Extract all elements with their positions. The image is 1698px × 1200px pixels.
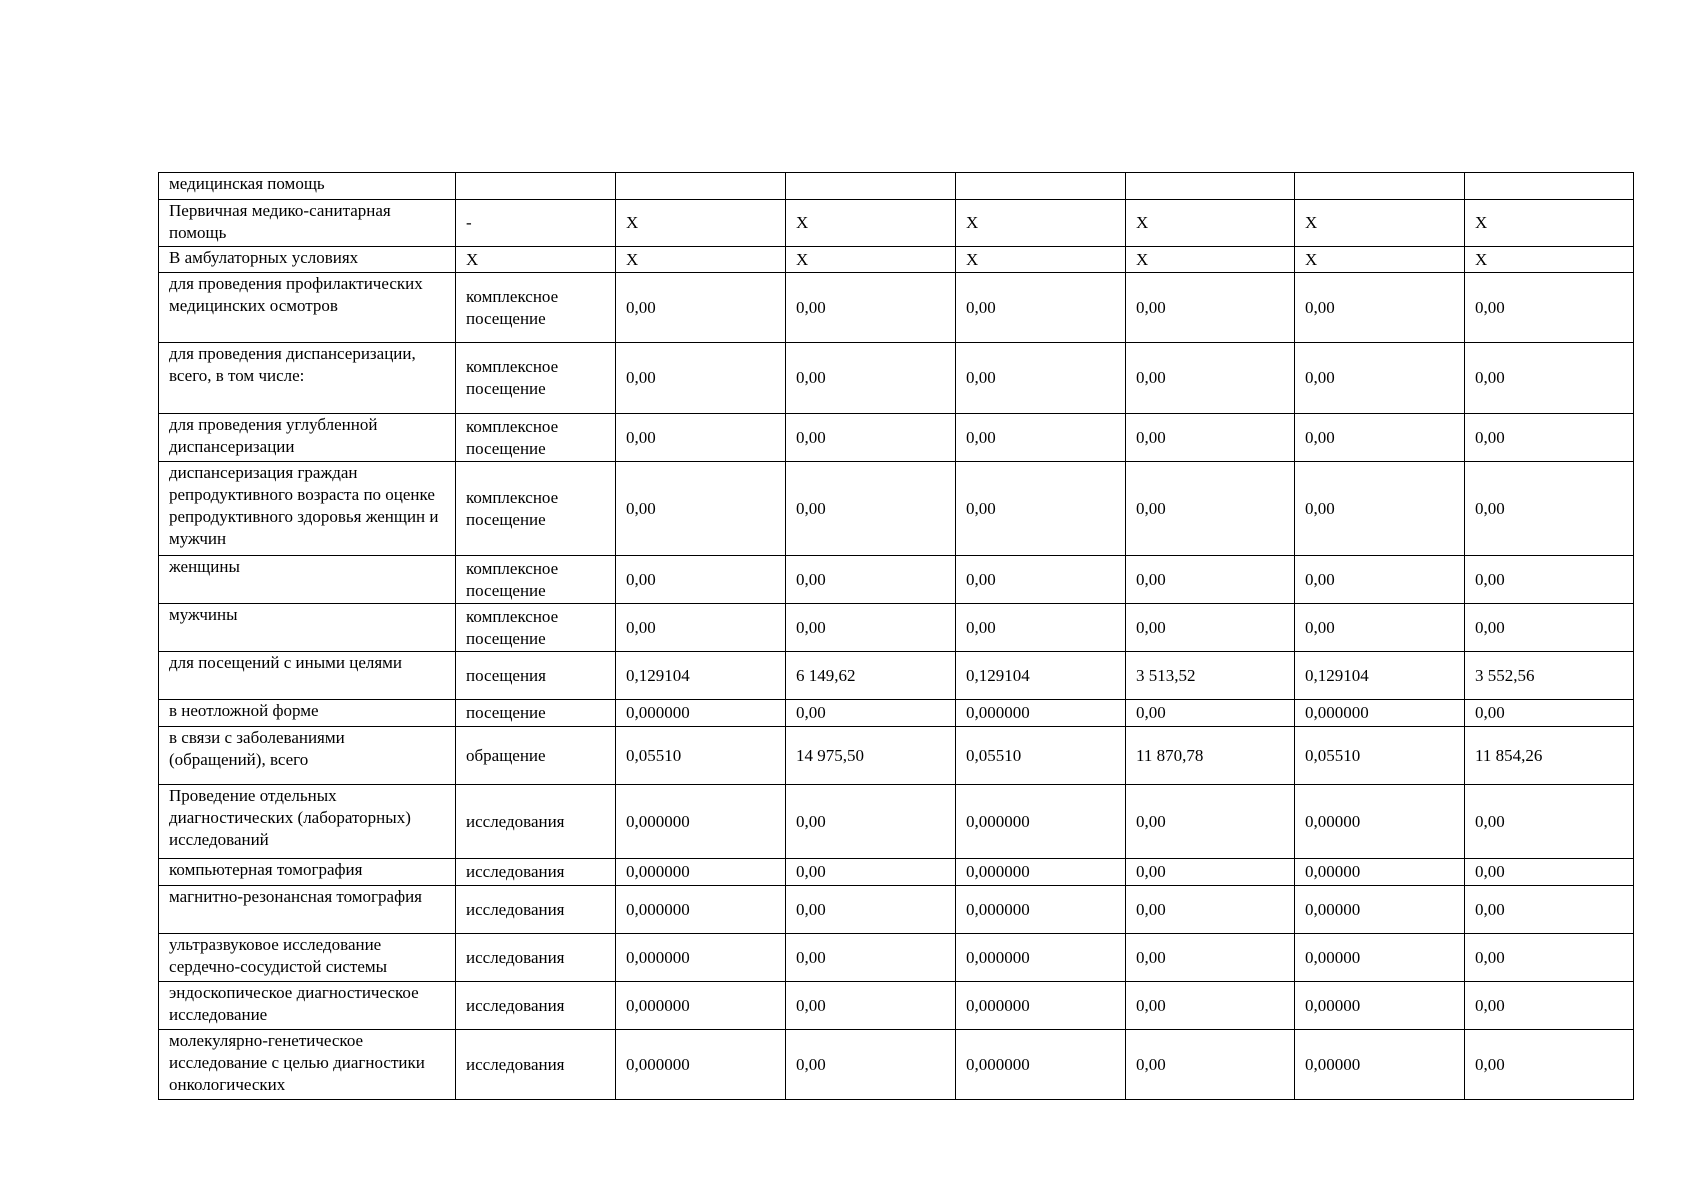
row-value-cell: 0,00 xyxy=(786,556,956,604)
row-value-cell: 0,00 xyxy=(786,414,956,462)
row-name-cell: компьютерная томография xyxy=(159,859,456,886)
row-value-cell: 0,00 xyxy=(956,604,1126,652)
row-value-cell: Х xyxy=(1465,247,1634,273)
table-row xyxy=(159,1030,1634,1100)
row-value-cell: 11 870,78 xyxy=(1126,727,1295,785)
row-value-cell: 0,00 xyxy=(616,414,786,462)
row-value-cell xyxy=(1295,173,1465,200)
row-value-cell: 0,00 xyxy=(1126,1030,1295,1100)
row-value-cell: 0,00 xyxy=(1126,785,1295,859)
row-value-cell: 0,00 xyxy=(1465,859,1634,886)
table-row xyxy=(159,886,1634,934)
table-row xyxy=(159,934,1634,982)
table-row xyxy=(159,604,1634,652)
row-value-cell: 0,000000 xyxy=(956,934,1126,982)
row-unit-cell: комплексное посещение xyxy=(456,343,616,414)
row-value-cell: 0,00000 xyxy=(1295,785,1465,859)
table-row xyxy=(159,273,1634,343)
row-unit-cell: комплексное посещение xyxy=(456,556,616,604)
row-value-cell: 0,000000 xyxy=(956,859,1126,886)
data-table xyxy=(158,172,1634,1100)
row-unit-cell: исследования xyxy=(456,1030,616,1100)
row-value-cell: 0,000000 xyxy=(956,700,1126,727)
row-name-cell: для посещений с иными целями xyxy=(159,652,456,700)
row-name-cell: молекулярно-генетическое исследование с целью диагностики онкологических xyxy=(159,1030,456,1100)
row-value-cell: 0,00000 xyxy=(1295,1030,1465,1100)
table-row xyxy=(159,200,1634,247)
row-value-cell: 0,00 xyxy=(786,785,956,859)
row-value-cell: 0,00 xyxy=(1126,886,1295,934)
row-value-cell: 0,00 xyxy=(1126,700,1295,727)
row-value-cell: 0,000000 xyxy=(616,785,786,859)
row-value-cell: 0,00 xyxy=(616,343,786,414)
row-value-cell: 0,00 xyxy=(1465,785,1634,859)
row-value-cell: Х xyxy=(956,200,1126,247)
row-unit-cell: комплексное посещение xyxy=(456,462,616,556)
row-value-cell: 0,00 xyxy=(1126,343,1295,414)
row-value-cell: 0,00 xyxy=(1465,1030,1634,1100)
row-value-cell: 0,00 xyxy=(1126,982,1295,1030)
row-name-cell: Первичная медико-санитарная помощь xyxy=(159,200,456,247)
row-value-cell: 0,00 xyxy=(616,556,786,604)
row-value-cell: 0,00 xyxy=(786,1030,956,1100)
row-value-cell: 0,00 xyxy=(956,343,1126,414)
row-value-cell: Х xyxy=(616,200,786,247)
row-unit-cell: обращение xyxy=(456,727,616,785)
row-value-cell: 11 854,26 xyxy=(1465,727,1634,785)
row-unit-cell: посещения xyxy=(456,652,616,700)
row-name-cell: в связи с заболеваниями (обращений), всего xyxy=(159,727,456,785)
row-value-cell: 0,000000 xyxy=(956,886,1126,934)
row-value-cell: 0,00 xyxy=(956,273,1126,343)
row-value-cell: 0,00 xyxy=(786,462,956,556)
row-value-cell: 0,00 xyxy=(616,273,786,343)
row-value-cell: 0,00 xyxy=(1465,462,1634,556)
row-value-cell: 0,00 xyxy=(1465,343,1634,414)
row-value-cell: 0,00 xyxy=(1465,604,1634,652)
row-value-cell: 6 149,62 xyxy=(786,652,956,700)
row-value-cell: 0,00 xyxy=(786,604,956,652)
row-value-cell xyxy=(1465,173,1634,200)
row-name-cell: ультразвуковое исследование сердечно-сосудистой системы xyxy=(159,934,456,982)
row-value-cell: 0,05510 xyxy=(616,727,786,785)
row-value-cell: 0,00 xyxy=(786,700,956,727)
row-name-cell: для проведения диспансеризации, всего, в том числе: xyxy=(159,343,456,414)
table-body xyxy=(159,173,1634,1100)
table-row xyxy=(159,785,1634,859)
row-name-cell: магнитно-резонансная томография xyxy=(159,886,456,934)
row-value-cell: 0,000000 xyxy=(956,785,1126,859)
row-value-cell: Х xyxy=(1126,200,1295,247)
table-row xyxy=(159,173,1634,200)
row-value-cell: 0,00 xyxy=(786,343,956,414)
row-value-cell xyxy=(1126,173,1295,200)
row-value-cell xyxy=(786,173,956,200)
row-unit-cell: комплексное посещение xyxy=(456,273,616,343)
row-value-cell: 0,00 xyxy=(616,604,786,652)
row-value-cell: 0,00 xyxy=(1126,859,1295,886)
row-value-cell: 0,00 xyxy=(956,556,1126,604)
row-unit-cell: исследования xyxy=(456,886,616,934)
row-value-cell: 0,00 xyxy=(1465,556,1634,604)
row-value-cell: 0,00 xyxy=(1465,273,1634,343)
row-value-cell: 0,00 xyxy=(1126,273,1295,343)
row-value-cell: 3 552,56 xyxy=(1465,652,1634,700)
row-value-cell: 0,129104 xyxy=(616,652,786,700)
row-unit-cell: исследования xyxy=(456,982,616,1030)
row-value-cell: 0,05510 xyxy=(1295,727,1465,785)
row-value-cell: 0,129104 xyxy=(956,652,1126,700)
row-value-cell: 0,00 xyxy=(1295,414,1465,462)
row-value-cell: Х xyxy=(1295,247,1465,273)
table-row xyxy=(159,982,1634,1030)
row-name-cell: эндоскопическое диагностическое исследование xyxy=(159,982,456,1030)
row-value-cell: 0,00 xyxy=(786,859,956,886)
table-row xyxy=(159,859,1634,886)
row-value-cell: 0,129104 xyxy=(1295,652,1465,700)
row-value-cell: 0,00 xyxy=(1295,462,1465,556)
row-value-cell: 0,00000 xyxy=(1295,886,1465,934)
row-value-cell: 0,00 xyxy=(786,934,956,982)
row-value-cell: 0,00 xyxy=(1295,343,1465,414)
row-value-cell: Х xyxy=(786,200,956,247)
row-name-cell: в неотложной форме xyxy=(159,700,456,727)
row-value-cell: Х xyxy=(616,247,786,273)
row-unit-cell xyxy=(456,173,616,200)
row-unit-cell: посещение xyxy=(456,700,616,727)
row-value-cell: 0,00 xyxy=(956,414,1126,462)
row-value-cell: 0,000000 xyxy=(616,1030,786,1100)
row-value-cell: 0,00 xyxy=(1295,604,1465,652)
row-value-cell: 0,000000 xyxy=(616,859,786,886)
row-unit-cell: - xyxy=(456,200,616,247)
row-name-cell: для проведения углубленной диспансеризации xyxy=(159,414,456,462)
row-value-cell: 0,000000 xyxy=(616,982,786,1030)
row-value-cell: 0,00 xyxy=(1126,462,1295,556)
row-value-cell: 0,000000 xyxy=(616,886,786,934)
table-row xyxy=(159,727,1634,785)
row-name-cell: В амбулаторных условиях xyxy=(159,247,456,273)
table-row xyxy=(159,462,1634,556)
table-row xyxy=(159,652,1634,700)
table-row xyxy=(159,343,1634,414)
row-value-cell: 0,00000 xyxy=(1295,982,1465,1030)
row-value-cell: 0,000000 xyxy=(956,1030,1126,1100)
row-value-cell: 0,00 xyxy=(1465,982,1634,1030)
row-value-cell: 0,00 xyxy=(786,273,956,343)
row-value-cell: 0,00 xyxy=(1465,700,1634,727)
row-value-cell: 0,00 xyxy=(1295,273,1465,343)
row-value-cell: 14 975,50 xyxy=(786,727,956,785)
row-unit-cell: исследования xyxy=(456,785,616,859)
row-value-cell: 0,00 xyxy=(1465,886,1634,934)
row-value-cell xyxy=(956,173,1126,200)
row-value-cell: Х xyxy=(956,247,1126,273)
row-value-cell: 0,00 xyxy=(1295,556,1465,604)
table-row xyxy=(159,247,1634,273)
row-name-cell: Проведение отдельных диагностических (лабораторных) исследований xyxy=(159,785,456,859)
row-unit-cell: комплексное посещение xyxy=(456,414,616,462)
row-value-cell: 0,00000 xyxy=(1295,859,1465,886)
row-value-cell: 0,000000 xyxy=(956,982,1126,1030)
row-name-cell: мужчины xyxy=(159,604,456,652)
row-value-cell: 0,00 xyxy=(616,462,786,556)
row-value-cell: 0,00000 xyxy=(1295,934,1465,982)
row-name-cell: женщины xyxy=(159,556,456,604)
row-value-cell: Х xyxy=(786,247,956,273)
row-value-cell: 0,00 xyxy=(956,462,1126,556)
row-value-cell: 0,000000 xyxy=(616,700,786,727)
row-value-cell: Х xyxy=(1465,200,1634,247)
row-value-cell: 0,00 xyxy=(786,982,956,1030)
row-value-cell: 0,00 xyxy=(786,886,956,934)
row-value-cell: Х xyxy=(1295,200,1465,247)
row-value-cell: 0,05510 xyxy=(956,727,1126,785)
row-value-cell xyxy=(616,173,786,200)
row-value-cell: 0,00 xyxy=(1126,934,1295,982)
row-value-cell: 0,00 xyxy=(1126,604,1295,652)
row-value-cell: 0,00 xyxy=(1126,556,1295,604)
row-value-cell: 3 513,52 xyxy=(1126,652,1295,700)
row-name-cell: медицинская помощь xyxy=(159,173,456,200)
row-value-cell: Х xyxy=(1126,247,1295,273)
row-unit-cell: исследования xyxy=(456,934,616,982)
row-name-cell: для проведения профилактических медицинских осмотров xyxy=(159,273,456,343)
table-row xyxy=(159,414,1634,462)
row-value-cell: 0,000000 xyxy=(616,934,786,982)
row-value-cell: 0,00 xyxy=(1126,414,1295,462)
row-value-cell: 0,00 xyxy=(1465,934,1634,982)
table-row xyxy=(159,700,1634,727)
row-unit-cell: Х xyxy=(456,247,616,273)
row-name-cell: диспансеризация граждан репродуктивного возраста по оценке репродуктивного здоровья женщин и мужчин xyxy=(159,462,456,556)
row-unit-cell: исследования xyxy=(456,859,616,886)
row-unit-cell: комплексное посещение xyxy=(456,604,616,652)
row-value-cell: 0,000000 xyxy=(1295,700,1465,727)
row-value-cell: 0,00 xyxy=(1465,414,1634,462)
table-row xyxy=(159,556,1634,604)
